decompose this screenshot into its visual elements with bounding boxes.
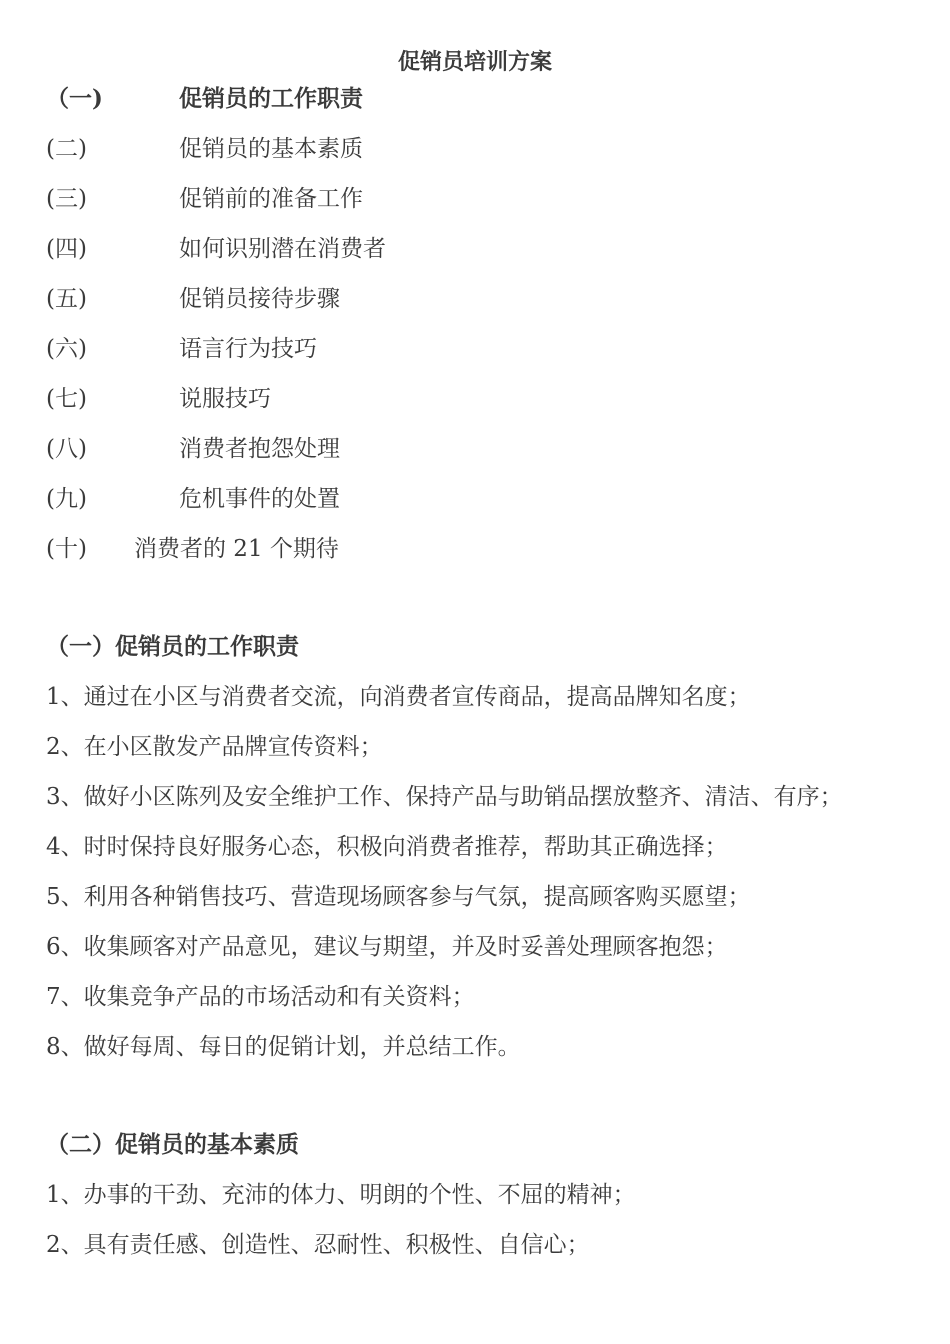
list-item: 2、在小区散发产品牌宣传资料； <box>46 734 383 760</box>
toc-item-number: (九) <box>46 486 87 512</box>
toc-item-number: （一) <box>46 85 103 112</box>
section-heading: （二）促销员的基本素质 <box>46 1131 299 1158</box>
toc-item-text: 促销员接待步骤 <box>179 286 340 312</box>
toc-item-text: 消费者抱怨处理 <box>179 436 340 462</box>
list-item: 1、办事的干劲、充沛的体力、明朗的个性、不屈的精神； <box>46 1182 636 1208</box>
list-item: 7、收集竞争产品的市场活动和有关资料； <box>46 984 475 1010</box>
toc-item-number: (四) <box>46 236 87 262</box>
toc-item-number: (五) <box>46 286 87 312</box>
list-item: 3、做好小区陈列及安全维护工作、保持产品与助销品摆放整齐、清洁、有序； <box>46 784 843 810</box>
document-title: 促销员培训方案 <box>397 49 552 75</box>
list-item: 2、具有责任感、创造性、忍耐性、积极性、自信心； <box>46 1232 590 1258</box>
list-item: 5、利用各种销售技巧、营造现场顾客参与气氛，提高顾客购买愿望； <box>46 884 751 910</box>
toc-item-text: 促销前的准备工作 <box>179 186 363 212</box>
list-item: 6、收集顾客对产品意见，建议与期望，并及时妥善处理顾客抱怨； <box>46 934 728 960</box>
section-basic-qualities <box>46 1128 636 1278</box>
section-heading: （一）促销员的工作职责 <box>46 633 299 660</box>
toc-item-number: (十) <box>46 536 87 562</box>
toc-item-text: 危机事件的处置 <box>179 486 340 512</box>
toc-item-text: 说服技巧 <box>179 386 271 412</box>
toc-item-text: 促销员的工作职责 <box>179 85 363 112</box>
list-item: 4、时时保持良好服务心态，积极向消费者推荐，帮助其正确选择； <box>46 834 728 860</box>
toc-item-text: 促销员的基本素质 <box>179 136 363 162</box>
toc-item-text: 消费者的 21 个期待 <box>134 536 339 562</box>
toc-item-number: (八) <box>46 436 87 462</box>
toc-item-number: (七) <box>46 386 87 412</box>
toc-item-text: 如何识别潜在消费者 <box>179 236 386 262</box>
list-item: 1、通过在小区与消费者交流，向消费者宣传商品，提高品牌知名度； <box>46 684 751 710</box>
list-item: 8、做好每周、每日的促销计划，并总结工作。 <box>46 1034 521 1060</box>
toc-item-number: (二) <box>46 136 87 162</box>
toc-item-text: 语言行为技巧 <box>179 336 317 362</box>
toc-item-number: (六) <box>46 336 87 362</box>
section-work-duties <box>46 630 843 1080</box>
toc-item-number: (三) <box>46 186 87 212</box>
